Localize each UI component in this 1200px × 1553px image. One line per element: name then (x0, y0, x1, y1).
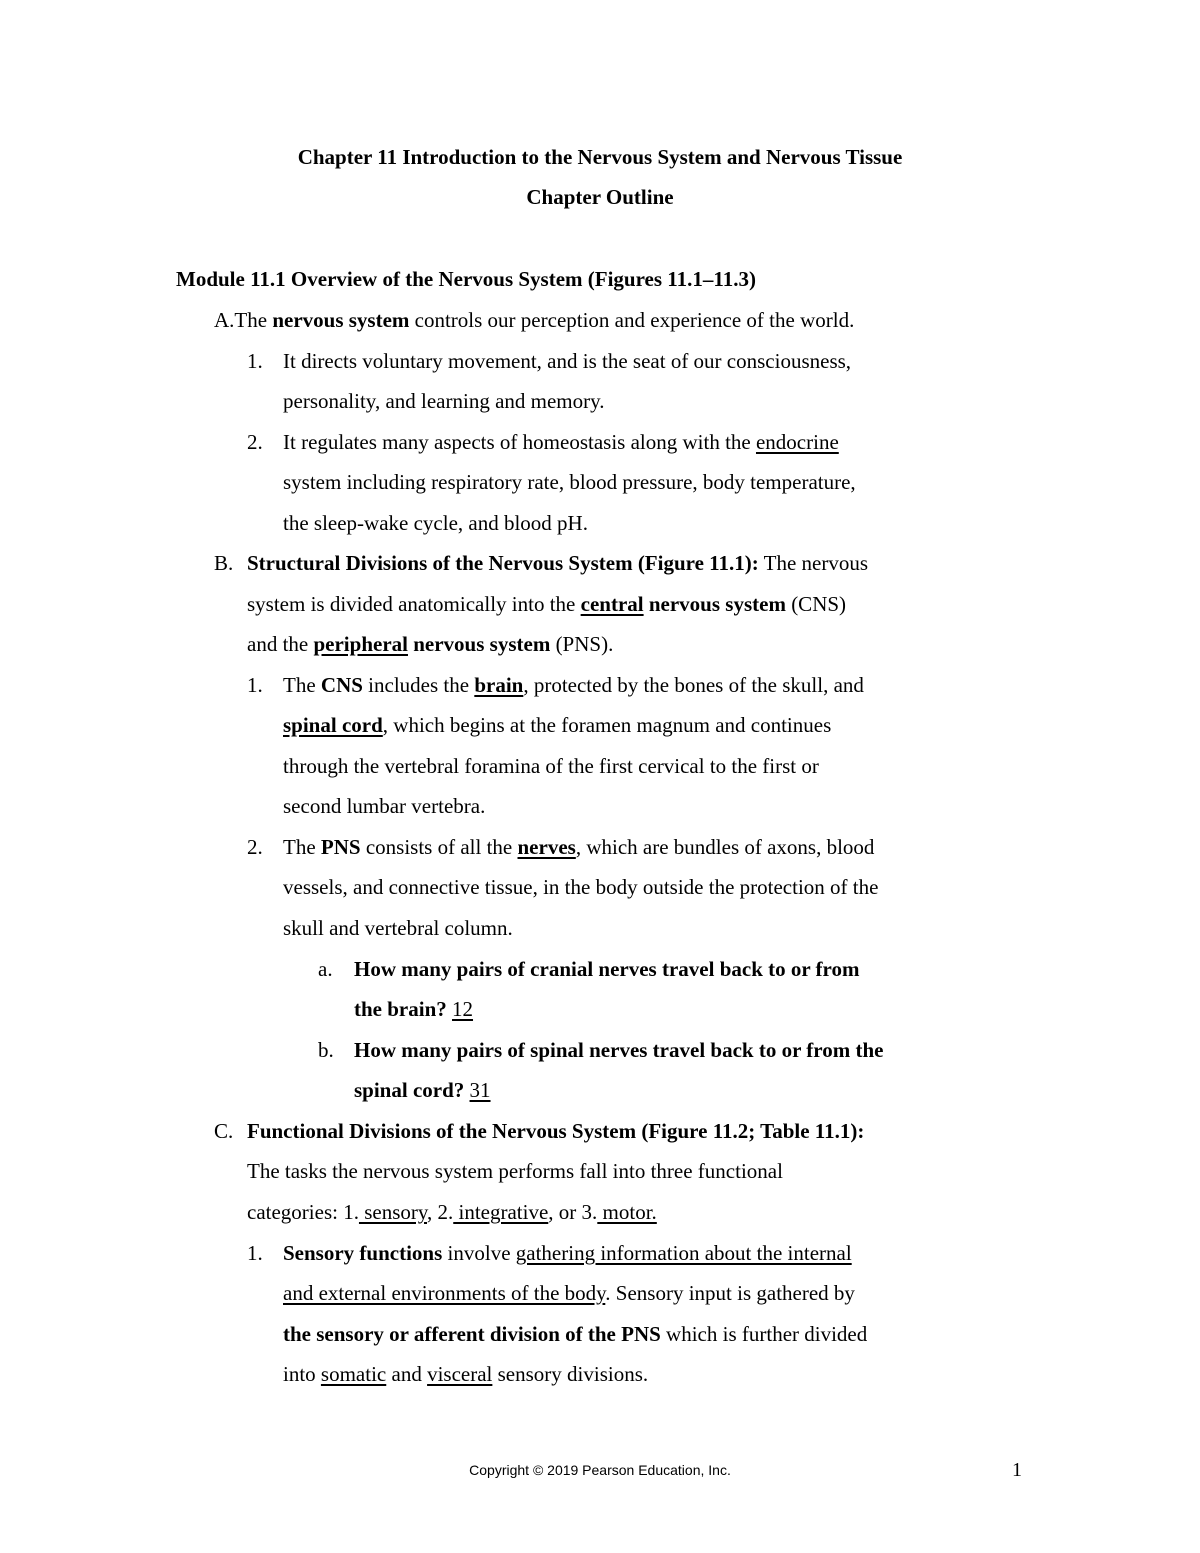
section-a-item-1-line-2: personality, and learning and memory. (283, 389, 605, 413)
section-b-item-1-line-2: spinal cord, which begins at the foramen magnum and continues (283, 713, 832, 737)
section-c-item-1-line-1: Sensory functions involve gathering information about the internal (283, 1241, 852, 1265)
section-b-item-1-number: 1. (247, 673, 263, 697)
section-b-item-2-line-2: vessels, and connective tissue, in the body outside the protection of the (283, 875, 879, 899)
question-a-line-1: How many pairs of cranial nerves travel back to or from (354, 957, 860, 981)
section-b-item-1-line-3: through the vertebral foramina of the first cervical to the first or (283, 754, 819, 778)
section-a-item-2-number: 2. (247, 430, 263, 454)
section-b-item-2-line-1: The PNS consists of all the nerves, which are bundles of axons, blood (283, 835, 875, 859)
page-number: 1 (1012, 1459, 1022, 1481)
section-c-item-1-line-3: the sensory or afferent division of the PNS which is further divided (283, 1322, 868, 1346)
section-b-marker: B. (214, 551, 234, 575)
section-c-item-1-number: 1. (247, 1241, 263, 1265)
question-b-line-2: spinal cord? 31 (354, 1078, 491, 1102)
section-c-line-2: The tasks the nervous system performs fall into three functional (247, 1159, 783, 1183)
chapter-subtitle: Chapter Outline (526, 185, 674, 209)
section-c-marker: C. (214, 1119, 234, 1143)
question-a-line-2: the brain? 12 (354, 997, 474, 1021)
section-a-item-1-number: 1. (247, 349, 263, 373)
question-a-marker: a. (318, 957, 333, 981)
section-a-item-1-line-1: It directs voluntary movement, and is the seat of our consciousness, (283, 349, 852, 373)
section-c-item-1-line-2: and external environments of the body. Sensory input is gathered by (283, 1281, 855, 1305)
question-b-line-1: How many pairs of spinal nerves travel back to or from the (354, 1038, 884, 1062)
section-a-line-1: A.The nervous system controls our perception and experience of the world. (214, 308, 855, 332)
section-b-item-2-line-3: skull and vertebral column. (283, 916, 513, 940)
question-b-marker: b. (318, 1038, 334, 1062)
chapter-title: Chapter 11 Introduction to the Nervous System and Nervous Tissue (297, 145, 903, 169)
module-heading: Module 11.1 Overview of the Nervous System (Figures 11.1–11.3) (176, 267, 756, 291)
section-c-line-1: Functional Divisions of the Nervous System (Figure 11.2; Table 11.1): (247, 1119, 865, 1143)
section-c-line-3: categories: 1. sensory, 2. integrative, or 3. motor. (247, 1200, 657, 1224)
section-b-item-2-number: 2. (247, 835, 263, 859)
section-b-line-2: system is divided anatomically into the central nervous system (CNS) (247, 592, 847, 616)
question-b-answer: 31 (469, 1078, 491, 1102)
section-b-line-1: Structural Divisions of the Nervous System (Figure 11.1): The nervous (247, 551, 869, 575)
section-b-item-1-line-4: second lumbar vertebra. (283, 794, 486, 818)
section-a-item-2-line-1: It regulates many aspects of homeostasis along with the endocrine (283, 430, 839, 454)
section-a-item-2-line-2: system including respiratory rate, blood pressure, body temperature, (283, 470, 856, 494)
section-c-item-1-line-4: into somatic and visceral sensory divisions. (283, 1362, 649, 1386)
section-a-item-2-line-3: the sleep-wake cycle, and blood pH. (283, 511, 588, 535)
copyright-footer: Copyright © 2019 Pearson Education, Inc. (469, 1462, 731, 1478)
section-b-line-3: and the peripheral nervous system (PNS). (247, 632, 614, 656)
question-a-answer: 12 (452, 997, 474, 1021)
section-b-item-1-line-1: The CNS includes the brain, protected by the bones of the skull, and (283, 673, 864, 697)
